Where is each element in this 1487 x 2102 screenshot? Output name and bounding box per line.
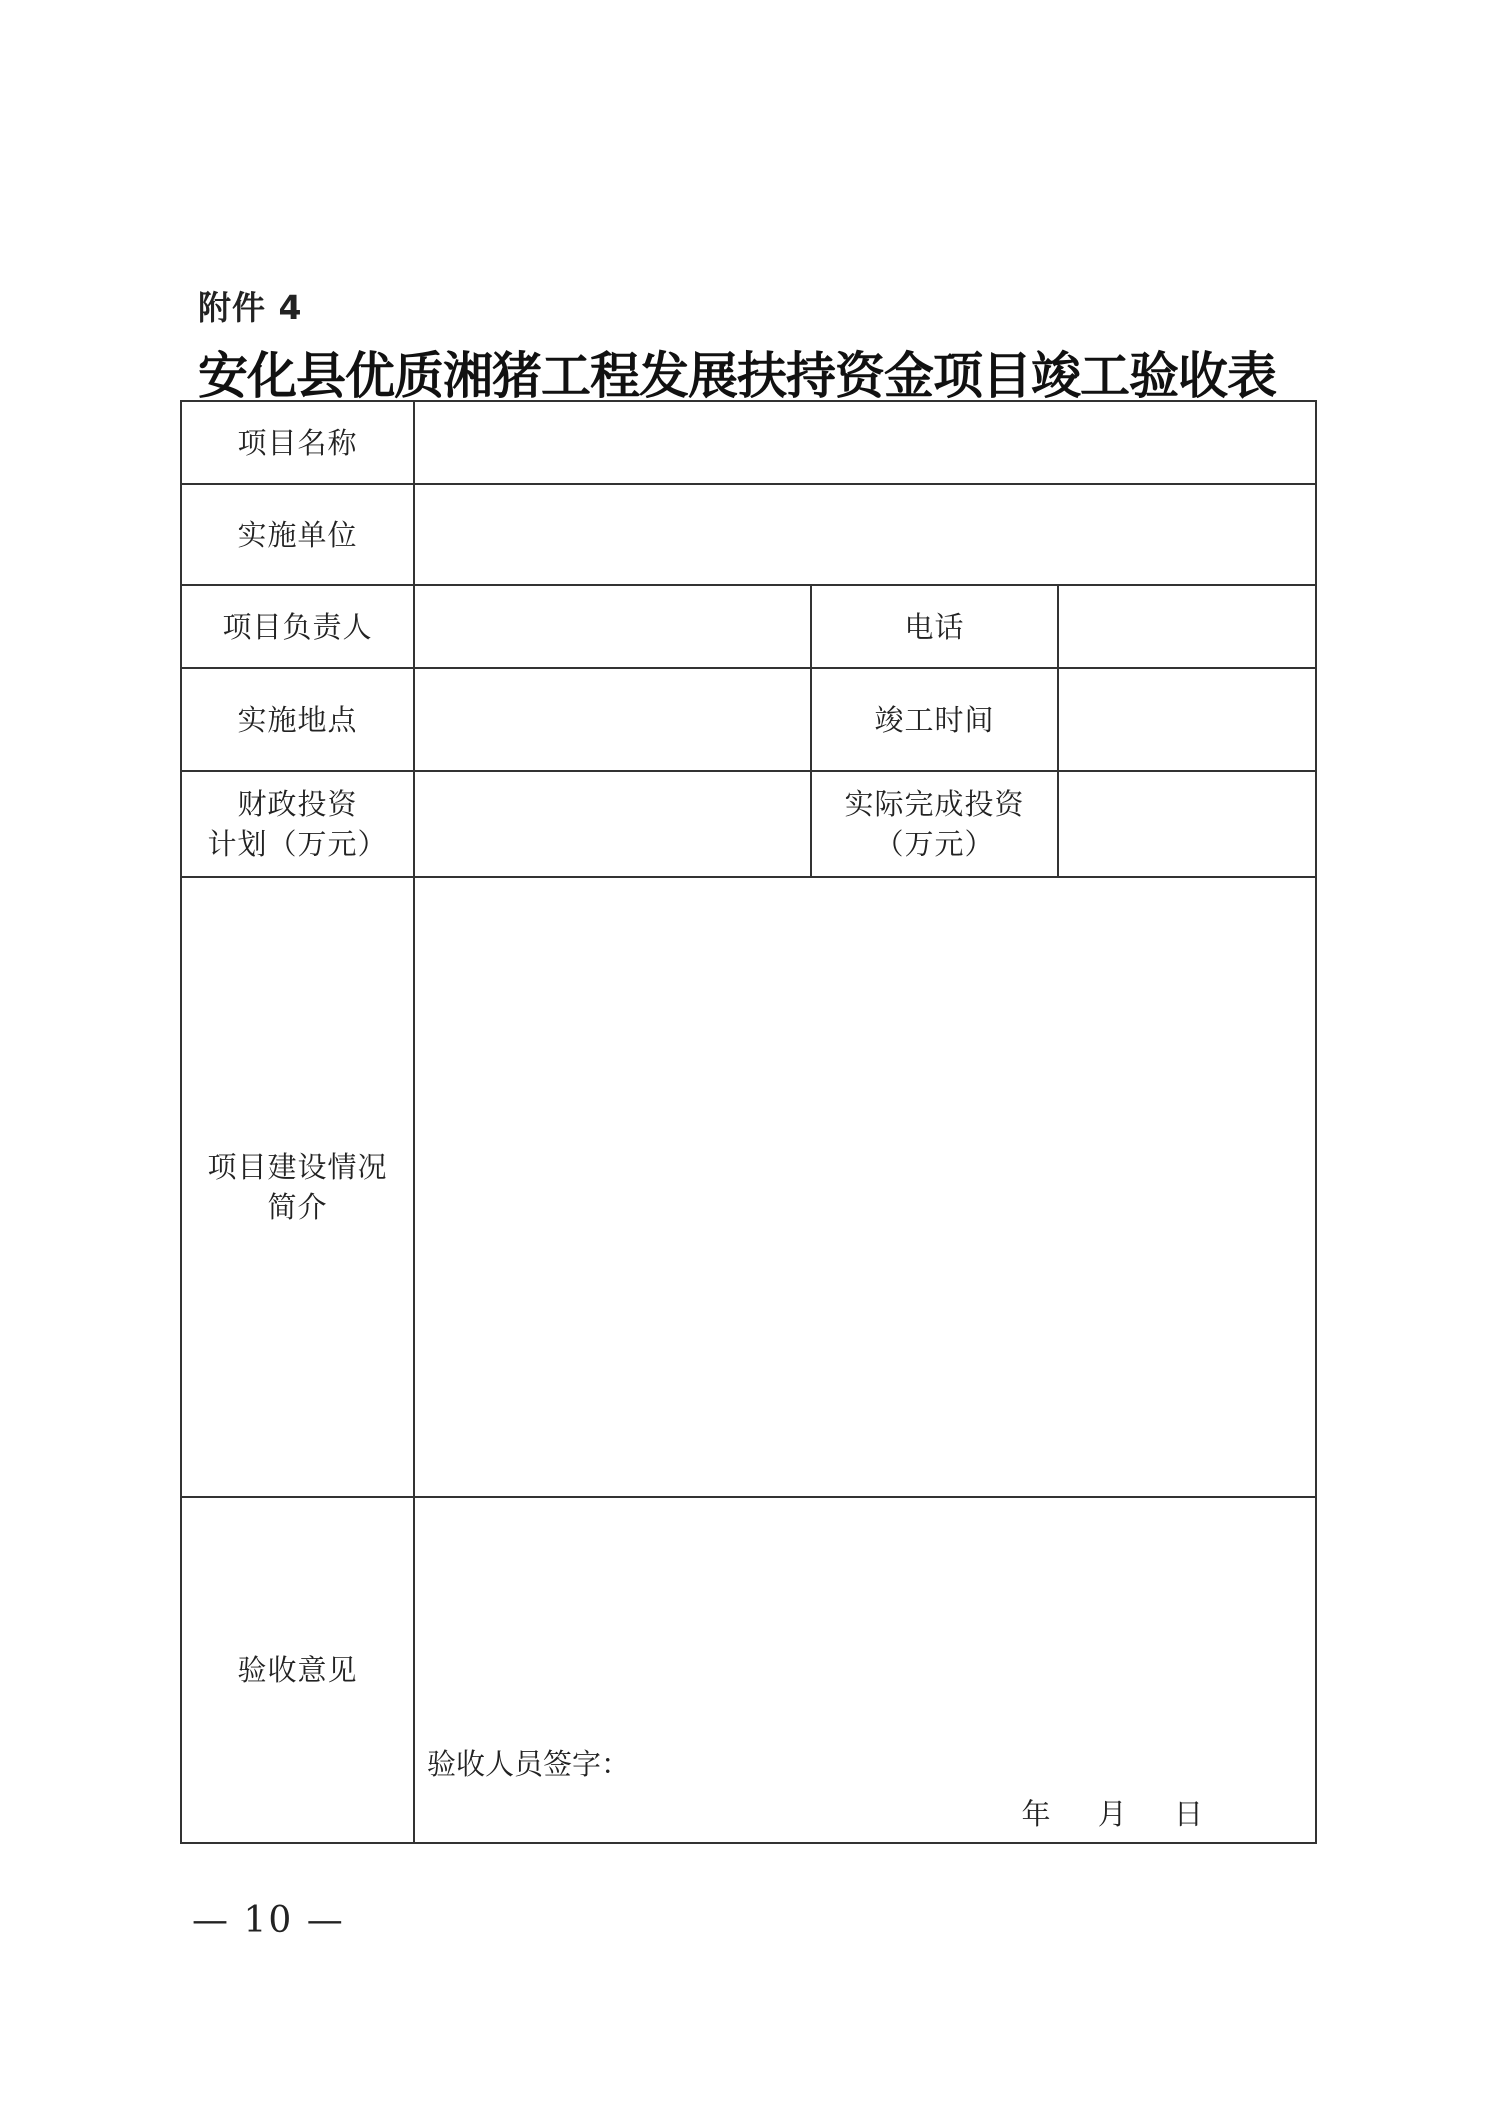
row-acceptance-opinion bbox=[181, 1497, 1316, 1843]
row-construction-summary bbox=[181, 877, 1316, 1497]
fiscal-investment-label bbox=[181, 771, 414, 877]
location-label: 实施地点 bbox=[181, 668, 414, 771]
phone-label: 电话 bbox=[811, 585, 1058, 668]
acceptance-opinion-label: 验收意见 bbox=[181, 1497, 414, 1843]
fiscal-investment-label-line1: 财政投资 bbox=[237, 787, 358, 821]
signature-date-line bbox=[1022, 1794, 1203, 1834]
row-location bbox=[181, 668, 1316, 771]
actual-investment-label-line2: （万元） bbox=[874, 827, 995, 861]
actual-investment-field[interactable] bbox=[1058, 771, 1316, 877]
project-name-field[interactable] bbox=[414, 401, 1316, 484]
construction-summary-field[interactable] bbox=[414, 877, 1316, 1497]
actual-investment-label-line1: 实际完成投资 bbox=[844, 787, 1025, 821]
phone-field[interactable] bbox=[1058, 585, 1316, 668]
completion-time-field[interactable] bbox=[1058, 668, 1316, 771]
construction-summary-label-line1: 项目建设情况 bbox=[207, 1150, 388, 1184]
date-day-label: 日 bbox=[1174, 1797, 1204, 1831]
completion-time-label: 竣工时间 bbox=[811, 668, 1058, 771]
implementing-unit-label: 实施单位 bbox=[181, 484, 414, 585]
page-number: — 10 — bbox=[192, 1900, 345, 1941]
actual-investment-label bbox=[811, 771, 1058, 877]
fiscal-investment-field[interactable] bbox=[414, 771, 811, 877]
acceptance-form-table bbox=[180, 400, 1317, 1844]
project-lead-field[interactable] bbox=[414, 585, 811, 668]
project-lead-label: 项目负责人 bbox=[181, 585, 414, 668]
inspector-signature-label: 验收人员签字： bbox=[427, 1747, 631, 1781]
row-investment bbox=[181, 771, 1316, 877]
location-field[interactable] bbox=[414, 668, 811, 771]
row-implementing-unit bbox=[181, 484, 1316, 585]
project-name-label: 项目名称 bbox=[181, 401, 414, 484]
document-title: 安化县优质湘猪工程发展扶持资金项目竣工验收表 bbox=[198, 346, 1276, 405]
fiscal-investment-label-line2: 计划（万元） bbox=[207, 827, 388, 861]
construction-summary-label-line2: 简介 bbox=[267, 1190, 328, 1224]
acceptance-opinion-field[interactable] bbox=[414, 1497, 1316, 1843]
date-year-label: 年 bbox=[1021, 1797, 1051, 1831]
attachment-label: 附件 4 bbox=[198, 288, 303, 327]
construction-summary-label bbox=[181, 877, 414, 1497]
implementing-unit-field[interactable] bbox=[414, 484, 1316, 585]
row-project-lead bbox=[181, 585, 1316, 668]
date-month-label: 月 bbox=[1097, 1797, 1127, 1831]
row-project-name bbox=[181, 401, 1316, 484]
